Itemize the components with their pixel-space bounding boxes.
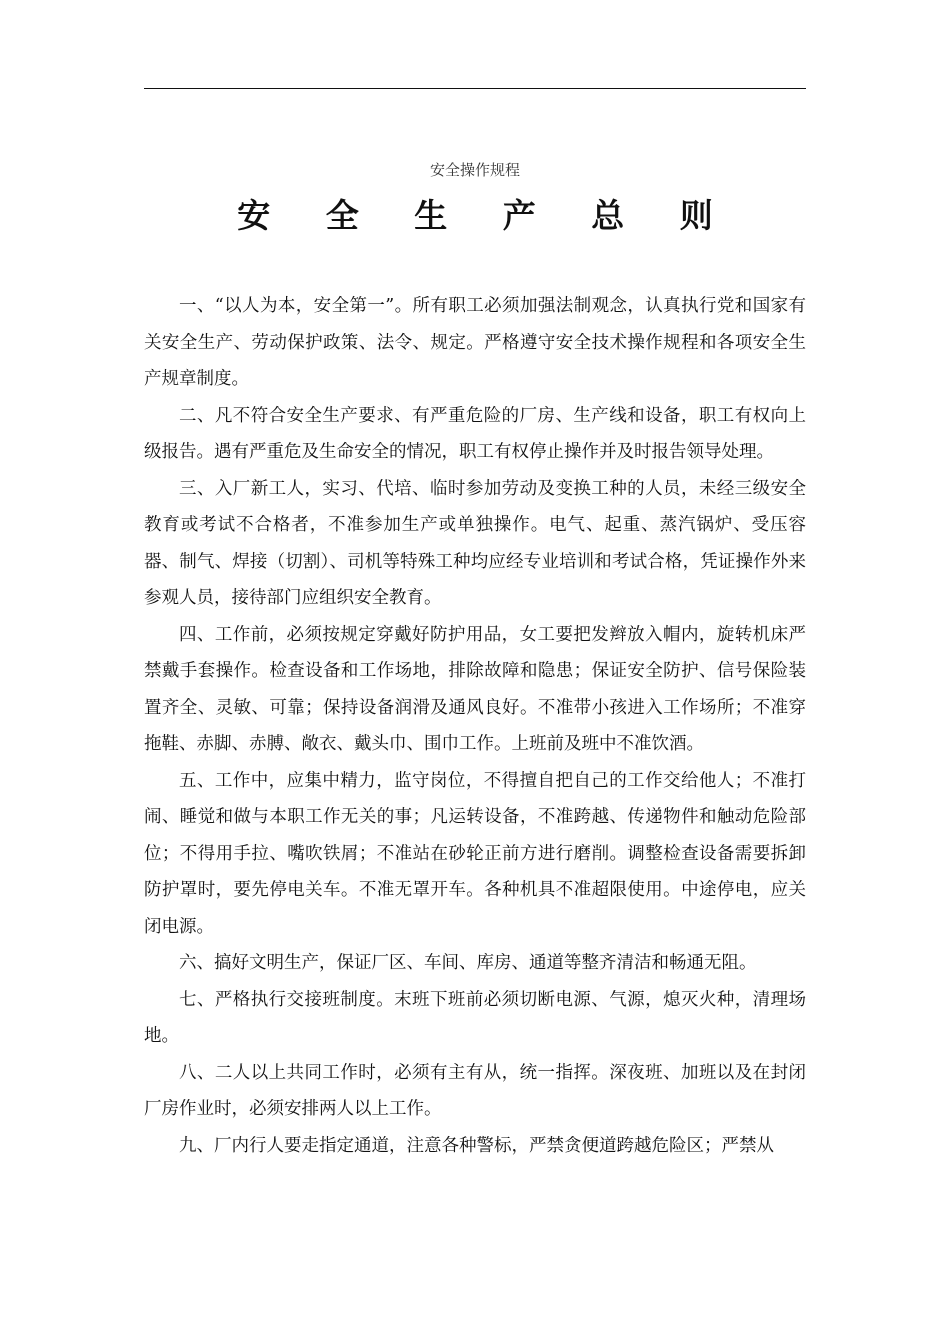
- header-divider: [144, 88, 806, 89]
- paragraph-6: 六、搞好文明生产，保证厂区、车间、库房、通道等整齐清洁和畅通无阻。: [179, 953, 757, 973]
- document-subtitle: 安全操作规程: [429, 161, 520, 179]
- paragraph-4: 四、工作前，必须按规定穿戴好防护用品，女工要把发辫放入帽内，旋转机床严禁戴手套操作。检查设备和工作场地，排除故障和隐患；保证安全防护、信号保险装置齐全、灵敏、可靠；保持设备润滑及通风良好。不准带小孩进入工作场所；不准穿拖鞋、赤脚、赤膊、敞衣、戴头巾、围巾工作。上班前及班中不准饮酒。: [144, 624, 806, 754]
- paragraph-7: 七、严格执行交接班制度。末班下班前必须切断电源、气源，熄灭火种，清理场地。: [144, 989, 806, 1046]
- paragraph-3: 三、入厂新工人，实习、代培、临时参加劳动及变换工种的人员，未经三级安全教育或考试不合格者，不准参加生产或单独操作。电气、起重、蒸汽锅炉、受压容器、制气、焊接（切割）、司机等特殊工种均应经专业培训和考试合格，凭证操作外来参观人员，接待部门应组织安全教育。: [144, 478, 806, 608]
- paragraph-2: 二、凡不符合安全生产要求、有严重危险的厂房、生产线和设备，职工有权向上级报告。遇有严重危及生命安全的情况，职工有权停止操作并及时报告领导处理。: [144, 405, 806, 462]
- document-body: [144, 288, 806, 1164]
- paragraph-8: 八、二人以上共同工作时，必须有主有从，统一指挥。深夜班、加班以及在封闭厂房作业时，必须安排两人以上工作。: [144, 1062, 806, 1119]
- paragraph-5: 五、工作中，应集中精力，监守岗位，不得擅自把自己的工作交给他人；不准打闹、睡觉和做与本职工作无关的事；凡运转设备，不准跨越、传递物件和触动危险部位；不得用手拉、嘴吹铁屑；不准站在砂轮正前方进行磨削。调整检查设备需要拆卸防护罩时，要先停电关车。不准无罩开车。各种机具不准超限使用。中途停电，应关闭电源。: [144, 770, 806, 937]
- paragraph-1: 一、“以人为本，安全第一”。所有职工必须加强法制观念，认真执行党和国家有关安全生产、劳动保护政策、法令、规定。严格遵守安全技术操作规程和各项安全生产规章制度。: [144, 296, 806, 389]
- paragraph-9: 九、厂内行人要走指定通道，注意各种警标，严禁贪便道跨越危险区；严禁从: [179, 1135, 774, 1156]
- document-title: 安 全 生 产 总 则: [237, 196, 735, 235]
